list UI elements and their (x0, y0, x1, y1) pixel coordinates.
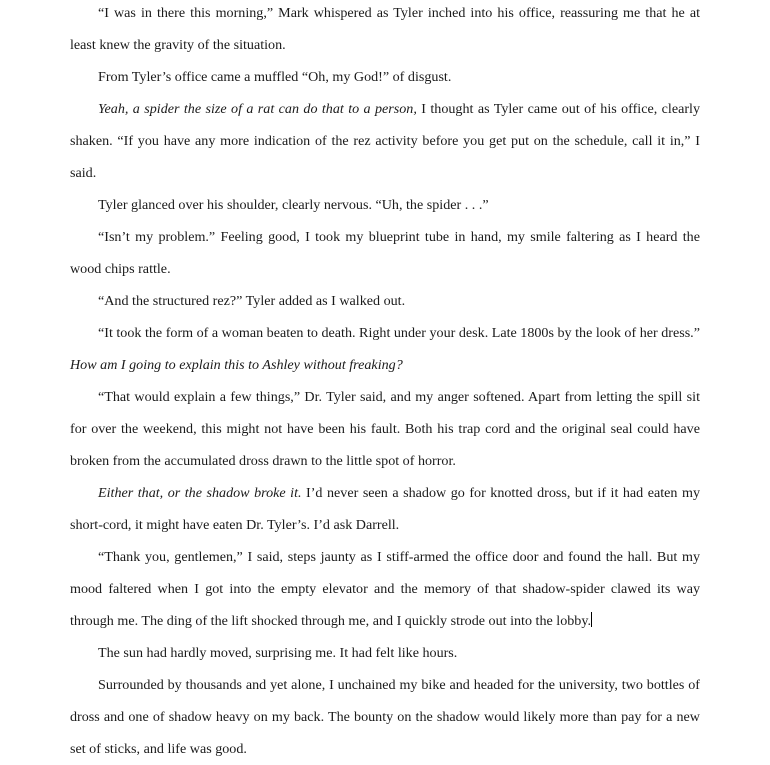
paragraph-text: I thought as Tyler came out of his office, clearly shaken. “If you have any more indication of the rez activity before you get put on the schedule, call it in,” I said. (70, 101, 700, 181)
paragraph (70, 93, 700, 189)
paragraph (70, 637, 700, 669)
paragraph (70, 61, 700, 93)
paragraph-text: “I was in there this morning,” Mark whispered as Tyler inched into his office, reassuring me that he at least knew the gravity of the situation. (70, 5, 700, 53)
paragraph (70, 189, 700, 221)
paragraph-text: “That would explain a few things,” Dr. Tyler said, and my anger softened. Apart from letting the spill sit for over the weekend, this might not have been his fault. Both his trap cord and the original seal could have broken from the accumulated dross drawn to the little spot of horror. (70, 389, 700, 469)
paragraph-text: “And the structured rez?” Tyler added as I walked out. (98, 293, 406, 309)
paragraph-text: The sun had hardly moved, surprising me. It had felt like hours. (98, 645, 458, 661)
paragraph-text: I’d never seen a shadow go for knotted dross, but if it had eaten my short-cord, it might have eaten Dr. Tyler’s. I’d ask Darrell. (70, 485, 701, 533)
paragraph (70, 669, 700, 765)
italic-thought-text: How am I going to explain this to Ashley without freaking? (70, 357, 403, 373)
paragraph (70, 349, 700, 381)
italic-thought-text: Either that, or the shadow broke it. (98, 485, 302, 501)
paragraph-text: “Thank you, gentlemen,” I said, steps jaunty as I stiff-armed the office door and found the hall. But my mood faltered when I got into the empty elevator and the memory of that shadow-spider clawed its way through me. The ding of the lift shocked through me, and I quickly strode out into the lobby. (70, 549, 700, 629)
paragraph-text: From Tyler’s office came a muffled “Oh, my God!” of disgust. (98, 69, 452, 85)
text-cursor (591, 612, 592, 627)
paragraph (70, 317, 700, 349)
document-page[interactable] (70, 0, 700, 765)
paragraph (70, 0, 700, 61)
italic-thought-text: Yeah, a spider the size of a rat can do that to a person, (98, 101, 417, 117)
paragraph (70, 477, 700, 541)
paragraph (70, 381, 700, 477)
paragraph-text: “It took the form of a woman beaten to death. Right under your desk. Late 1800s by the look of her dress.” (98, 325, 700, 341)
paragraph (70, 221, 700, 285)
paragraph-text: Surrounded by thousands and yet alone, I unchained my bike and headed for the university, two bottles of dross and one of shadow heavy on my back. The bounty on the shadow would likely more than pay for a new set of sticks, and life was good. (70, 677, 700, 757)
paragraph-text: “Isn’t my problem.” Feeling good, I took my blueprint tube in hand, my smile faltering as I heard the wood chips rattle. (70, 229, 700, 277)
paragraph (70, 285, 700, 317)
paragraph (70, 541, 700, 637)
paragraph-text: Tyler glanced over his shoulder, clearly nervous. “Uh, the spider . . .” (98, 197, 489, 213)
